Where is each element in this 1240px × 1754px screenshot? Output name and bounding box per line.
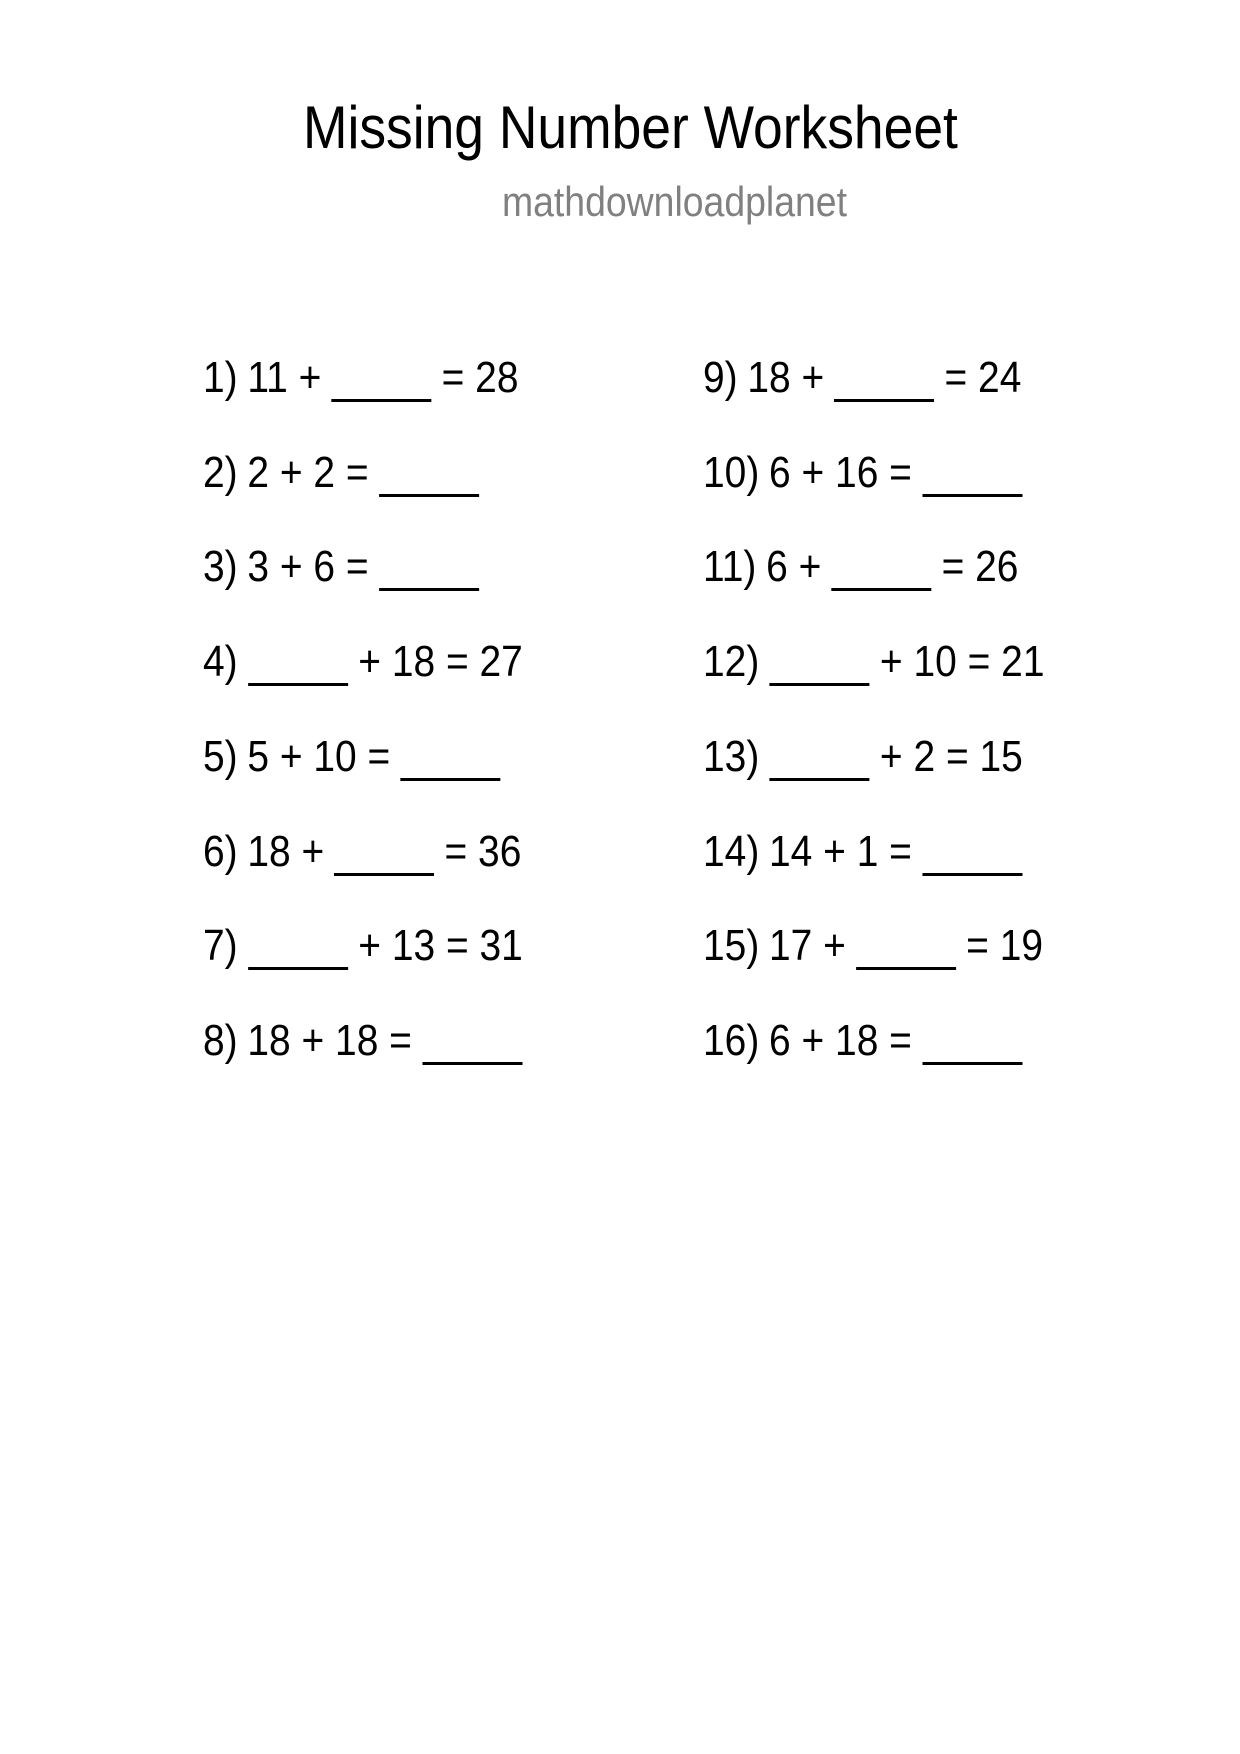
answer-blank[interactable]	[922, 1022, 1022, 1065]
problem-equation-left: 6 + 16 =	[769, 448, 912, 497]
problem-item	[203, 827, 522, 882]
answer-blank[interactable]	[248, 927, 348, 970]
problem-number: 12)	[703, 637, 760, 686]
problem-equation-left: 18 + 18 =	[247, 1016, 412, 1065]
problem-item	[703, 353, 1022, 408]
problem-number: 15)	[703, 921, 760, 970]
answer-blank[interactable]	[400, 738, 500, 781]
problem-item	[203, 448, 479, 503]
answer-blank[interactable]	[831, 548, 931, 591]
answer-blank[interactable]	[834, 359, 934, 402]
page-subtitle: mathdownloadplanet	[502, 178, 847, 225]
problem-equation-left: 18 +	[747, 353, 825, 402]
problem-item	[703, 542, 1019, 597]
problem-item	[203, 921, 523, 976]
problem-number: 16)	[703, 1016, 760, 1065]
problem-item	[203, 637, 523, 692]
answer-blank[interactable]	[334, 833, 434, 876]
problem-equation-left: 17 +	[769, 921, 846, 970]
answer-blank[interactable]	[770, 643, 870, 686]
problem-number: 10)	[703, 448, 760, 497]
answer-blank[interactable]	[422, 1022, 522, 1065]
problem-equation-left: 6 +	[766, 542, 822, 591]
answer-blank[interactable]	[379, 454, 479, 497]
problem-number: 4)	[203, 637, 238, 686]
problem-number: 7)	[203, 921, 238, 970]
problem-equation-right: + 13 = 31	[358, 921, 523, 970]
answer-blank[interactable]	[248, 643, 348, 686]
problem-equation-left: 3 + 6 =	[247, 542, 369, 591]
answer-blank[interactable]	[922, 454, 1022, 497]
problem-item	[703, 448, 1022, 503]
problem-equation-right: + 2 = 15	[879, 732, 1023, 781]
problem-item	[703, 921, 1044, 976]
problem-item	[203, 542, 479, 597]
answer-blank[interactable]	[856, 927, 956, 970]
problem-number: 13)	[703, 732, 760, 781]
problem-equation-left: 6 + 18 =	[769, 1016, 912, 1065]
problem-equation-left: 5 + 10 =	[247, 732, 391, 781]
problem-equation-left: 11 +	[247, 353, 322, 402]
answer-blank[interactable]	[331, 359, 431, 402]
problem-number: 3)	[203, 542, 238, 591]
problem-equation-right: + 18 = 27	[358, 637, 523, 686]
problem-equation-left: 14 + 1 =	[769, 827, 912, 876]
problem-equation-right: + 10 = 21	[879, 637, 1045, 686]
problem-number: 2)	[203, 448, 238, 497]
problem-equation-left: 18 +	[247, 827, 325, 876]
problem-number: 5)	[203, 732, 238, 781]
problem-equation-right: = 36	[444, 827, 522, 876]
problem-number: 14)	[703, 827, 760, 876]
problem-item	[203, 732, 500, 787]
problem-equation-right: = 26	[941, 542, 1019, 591]
problem-number: 11)	[703, 542, 757, 591]
problem-item	[203, 1016, 522, 1071]
problem-equation-right: = 28	[441, 353, 519, 402]
answer-blank[interactable]	[379, 548, 479, 591]
page-title: Missing Number Worksheet	[303, 94, 958, 161]
problem-equation-right: = 24	[944, 353, 1022, 402]
problem-item	[703, 1016, 1022, 1071]
problem-number: 1)	[203, 353, 238, 402]
problem-equation-right: = 19	[966, 921, 1044, 970]
problem-number: 6)	[203, 827, 238, 876]
problem-item	[703, 827, 1022, 882]
answer-blank[interactable]	[922, 833, 1022, 876]
problem-number: 9)	[703, 353, 738, 402]
problem-equation-left: 2 + 2 =	[247, 448, 369, 497]
answer-blank[interactable]	[770, 738, 870, 781]
problem-item	[703, 732, 1023, 787]
problem-item	[203, 353, 519, 408]
problem-item	[703, 637, 1045, 692]
problem-number: 8)	[203, 1016, 238, 1065]
